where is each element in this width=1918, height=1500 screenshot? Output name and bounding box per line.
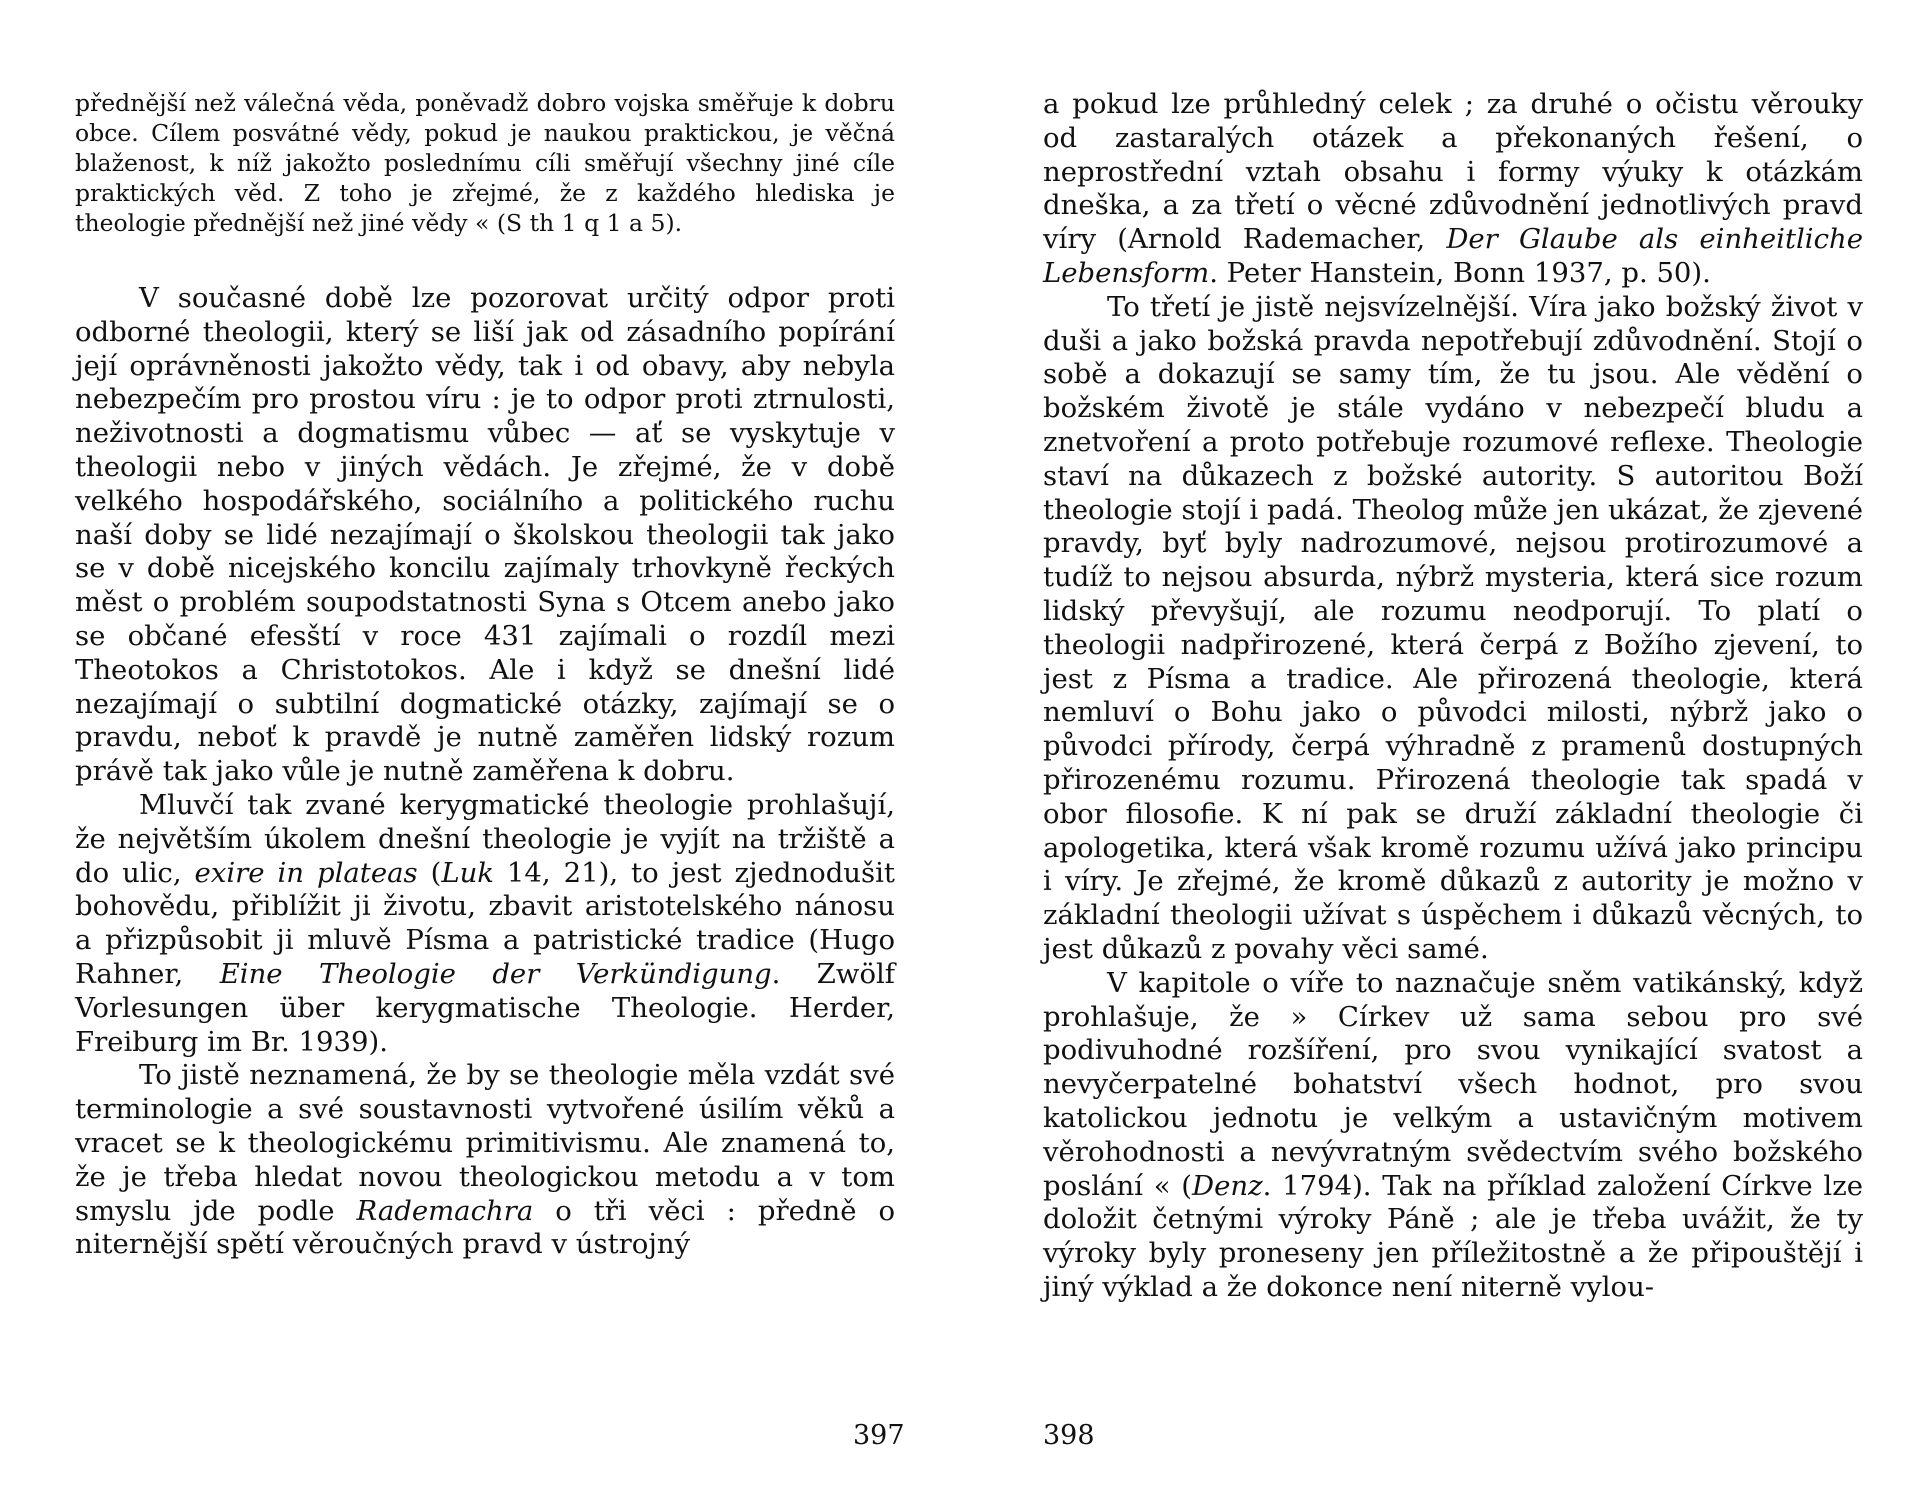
quote-paragraph: přednější než válečná věda, poněvadž dobro vojska směřuje k dobru obce. Cílem posvátné vědy, pokud je naukou praktickou, je věčná blaženost, k níž jakožto poslednímu cíli směřují všechny jiné cíle praktických věd. Z toho je zřejmé, že z každého hlediska je theologie přednější než jiné vědy « (S th 1 q 1 a 5). [75,89,895,237]
right-page-text [1043,88,1863,1305]
left-page-text [75,88,895,1262]
paragraph-1: V současné době lze pozorovat určitý odpor proti odborné theologii, který se liší jak od zásadního popírání její oprávněnosti jakožto vědy, tak i od obavy, aby nebyla nebezpečím pro prostou víru : je to odpor proti ztrnulosti, neživotnosti a dogmatismu vůbec — ať se vyskytuje v theologii nebo v jiných vědách. Je zřejmé, že v době velkého hospodářského, sociálního a politického ruchu naší doby se lidé nezajímají o školskou theologii tak jako se v době nicejského koncilu zajímaly trhovkyně řeckých měst o problém soupodstatnosti Syna s Otcem anebo jako se občané efesští v roce 431 zajímali o rozdíl mezi Theotokos a Christotokos. Ale i když se dnešní lidé nezajímají o subtilní dogmatické otázky, zajímají se o pravdu, neboť k pravdě je nutně zaměřen lidský rozum právě tak jako vůle je nutně zaměřena k dobru. [75,282,895,788]
paragraph-continued: a pokud lze průhledný celek ; za druhé o očistu věrouky od zastaralých otázek a překonaných řešení, o neprostřední vztah obsahu i formy výuky k otázkám dneška, a za třetí o věcné zdůvodnění jednotlivých pravd víry (Arnold Rademacher, Der Glaube als einheitliche Lebensform. Peter Hanstein, Bonn 1937, p. 50). [1043,88,1863,289]
paragraph-2: Mluvčí tak zvané kerygmatické theologie prohlašují, že největším úkolem dnešní theologie je vyjít na tržiště a do ulic, exire in plateas (Luk 14, 21), to jest zjednodušit bohovědu, přiblížit ji životu, zbavit aristotelského nánosu a přizpůsobit ji mluvě Písma a patristické tradice (Hugo Rahner, Eine Theologie der Verkündigung. Zwölf Vorlesungen über kerygmatische Theologie. Herder, Freiburg im Br. 1939). [75,788,895,1058]
page-number: 397 [853,1420,905,1451]
paragraph-3: To jistě neznamená, že by se theologie měla vzdát své terminologie a své soustavnosti vytvořené úsilím věků a vracet se k theologickému primitivismu. Ale znamená to, že je třeba hledat novou theologickou metodu a v tom smyslu jde podle Rademachra o tři věci : předně o niternější spětí věroučných pravd v ústrojný [75,1059,895,1261]
page-number: 398 [1043,1420,1095,1451]
paragraph-2: To třetí je jistě nejsvízelnější. Víra jako božský život v duši a jako božská pravda nepotřebují zdůvodnění. Stojí o sobě a dokazují se samy tím, že tu jsou. Ale vědění o božském životě je stále vydáno v nebezpečí bludu a znetvoření a proto potřebuje rozumové reflexe. Theologie staví na důkazech z božské autority. S autoritou Boží theologie stojí i padá. Theolog může jen ukázat, že zjevené pravdy, byť byly nadrozumové, nejsou protirozumové a tudíž to nejsou absurda, nýbrž mysteria, která sice rozum lidský převyšují, ale rozumu neodporují. To platí o theologii nadpřirozené, která čerpá z Božího zjevení, to jest z Písma a tradice. Ale přirozená theologie, která nemluví o Bohu jako o původci milosti, nýbrž jako o původci přírody, čerpá výhradně z pramenů dostupných přirozenému rozumu. Přirozená theologie tak spadá v obor filosofie. K ní pak se druží základní theologie či apologetika, která však kromě rozumu užívá jako principu i víry. Je zřejmé, že kromě důkazů z autority je možno v základní theologii užívat s úspěchem i důkazů věcných, to jest důkazů z povahy věci samé. [1043,290,1863,965]
right-page [959,0,1918,1500]
paragraph-3: V kapitole o víře to naznačuje sněm vatikánský, když prohlašuje, že » Církev už sama sebou pro své podivuhodné rozšíření, pro svou vynikající svatost a nevyčerpatelné bohatství všech hodnot, pro svou katolickou jednotu je velkým a ustavičným motivem věrohodnosti a nevývratným svědectvím svého božského poslání « (Denz. 1794). Tak na příklad založení Církve lze doložit četnými výroky Páně ; ale je třeba uvážit, že ty výroky byly proneseny jen příležitostně a že připouštějí i jiný výklad a že dokonce není niterně vylou- [1043,966,1863,1303]
